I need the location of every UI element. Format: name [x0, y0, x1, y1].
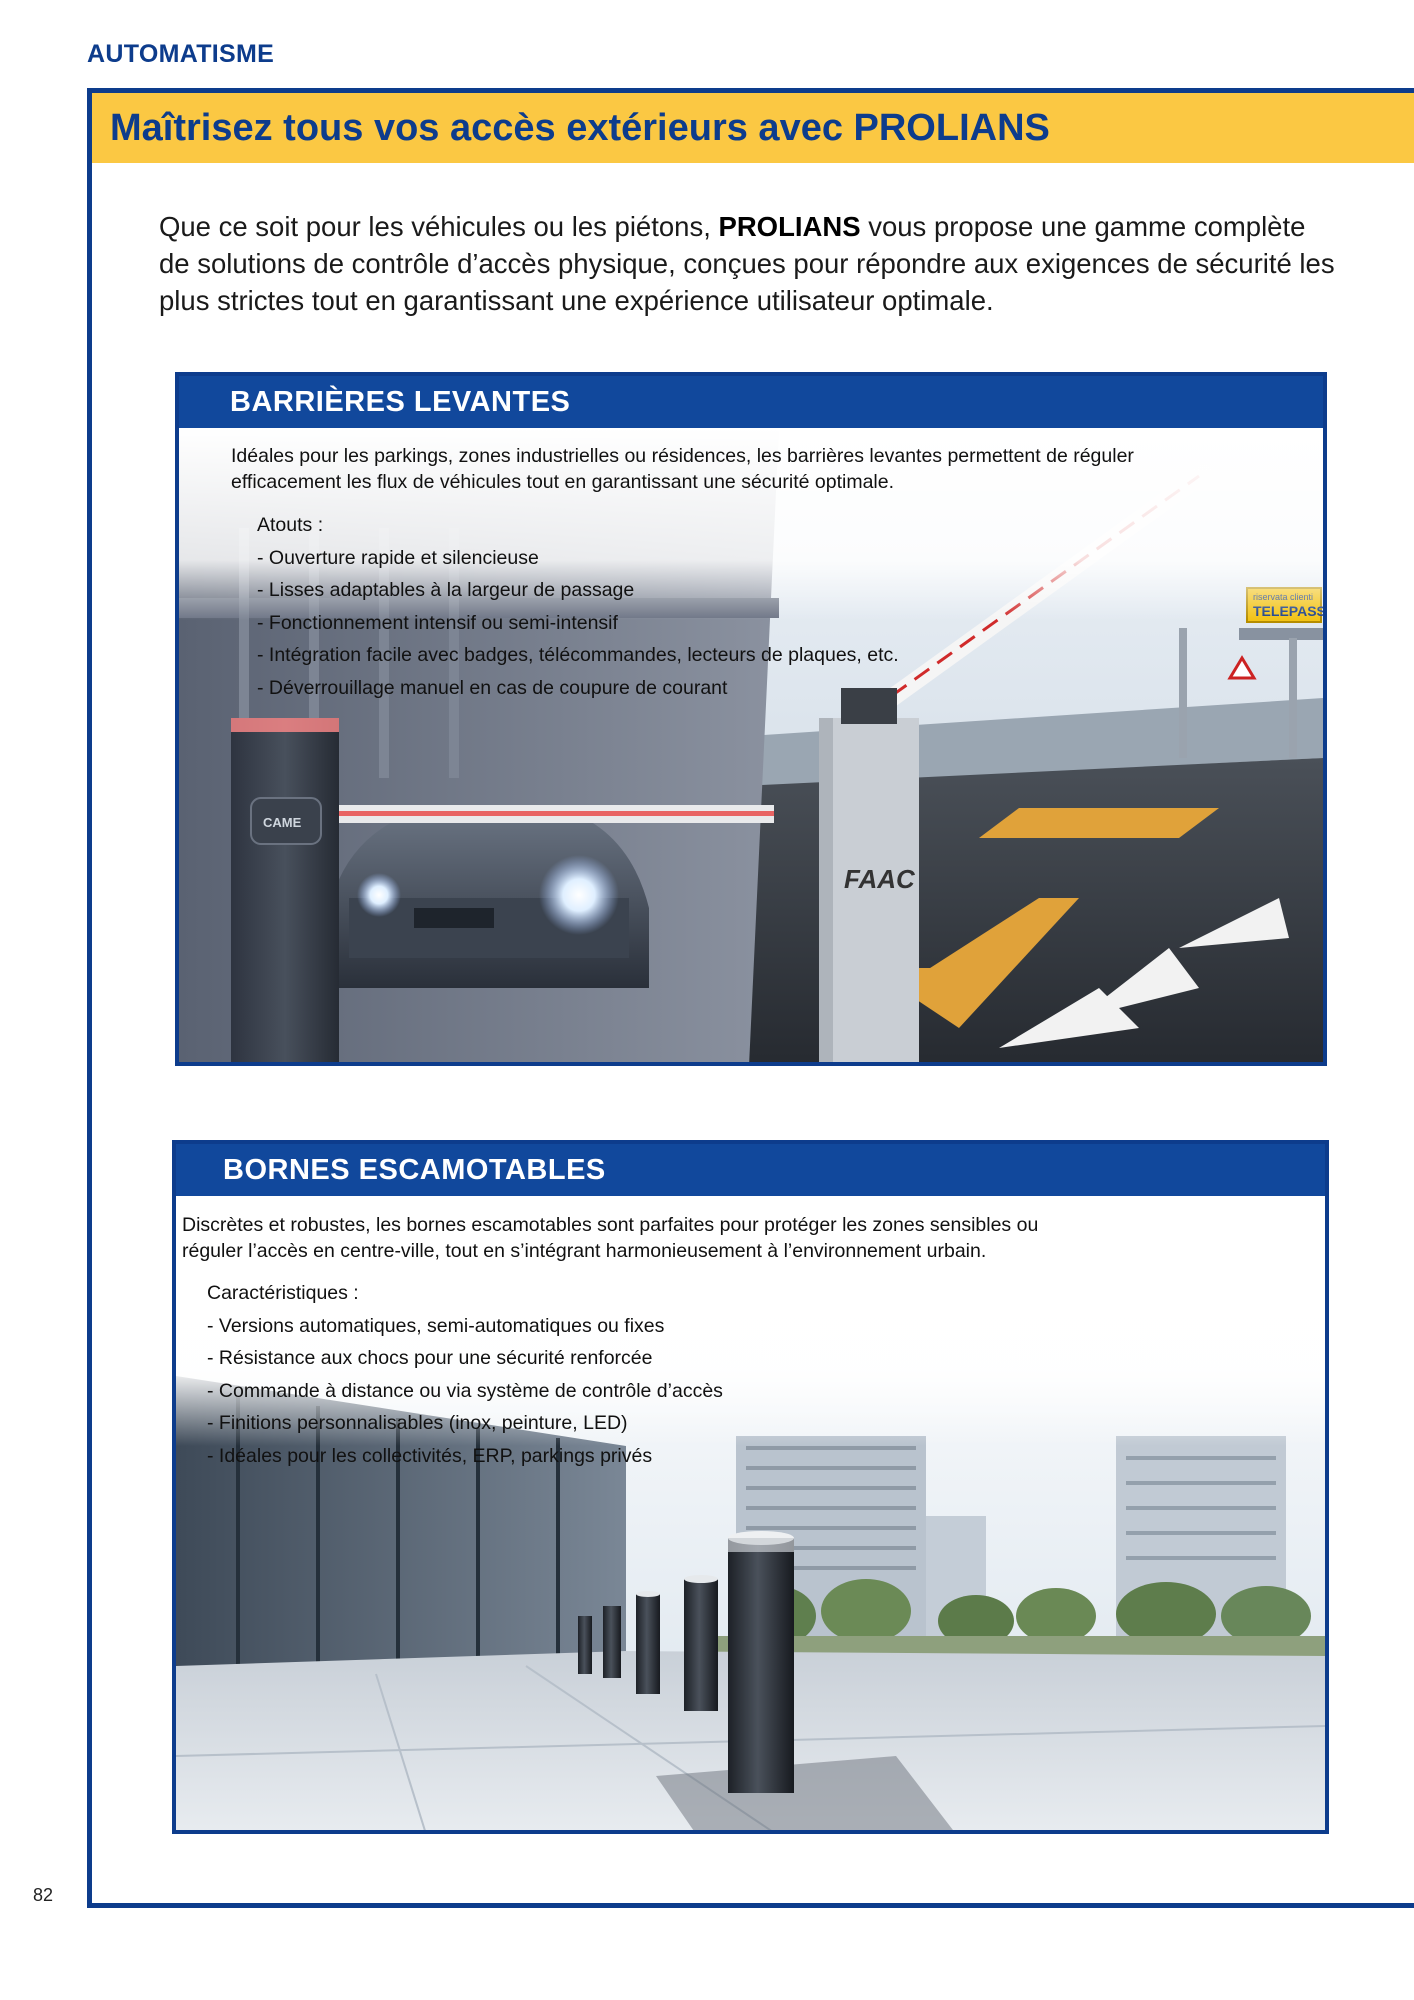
barrieres-title: BARRIÈRES LEVANTES: [230, 386, 571, 418]
list-item: - Finitions personnalisables (inox, peinture, LED): [207, 1412, 628, 1434]
barrieres-header: [179, 376, 1323, 428]
faac-brand-text: FAAC: [844, 864, 915, 894]
intro-brand: PROLIANS: [718, 211, 861, 242]
bornes-header: [176, 1144, 1325, 1196]
bornes-description: Discrètes et robustes, les bornes escamotables sont parfaites pour protéger les zones sensibles ou réguler l’accès en centre-ville, tout en s’intégrant harmonieusement à l’environnement urbain.: [182, 1214, 1039, 1262]
intro-text-start: Que ce soit pour les véhicules ou les piétons,: [159, 211, 719, 242]
barrieres-description: Idéales pour les parkings, zones industrielles ou résidences, les barrières levantes permettent de réguler efficacement les flux de véhicules tout en garantissant une sécurité optimale.: [231, 445, 1134, 493]
barrieres-features: [257, 509, 899, 704]
came-brand-text: CAME: [263, 815, 302, 830]
page-title: Maîtrisez tous vos accès extérieurs avec PROLIANS: [110, 107, 1050, 149]
bornes-features: [207, 1277, 723, 1472]
list-item: - Fonctionnement intensif ou semi-intensif: [257, 611, 618, 634]
list-item: - Versions automatiques, semi-automatiques ou fixes: [207, 1314, 665, 1337]
intro-paragraph: [159, 208, 1339, 319]
bornes-card: [172, 1140, 1329, 1834]
list-item: - Déverrouillage manuel en cas de coupure de courant: [257, 676, 728, 699]
list-item: - Idéales pour les collectivités, ERP, parkings privés: [207, 1444, 653, 1467]
list-item: - Commande à distance ou via système de contrôle d’accès: [207, 1379, 723, 1402]
list-item: - Résistance aux chocs pour une sécurité renforcée: [207, 1347, 653, 1369]
list-item: - Lisses adaptables à la largeur de passage: [257, 579, 635, 601]
title-band: [92, 93, 1414, 163]
section-tag: AUTOMATISME: [87, 40, 275, 68]
list-item: - Ouverture rapide et silencieuse: [257, 546, 539, 569]
barrieres-card: [175, 372, 1327, 1066]
intro-text-end: vous propose une gamme complète de solutions de contrôle d’accès physique, conçues pour répondre aux exigences de sécurité les plus strictes tout en garantissant une expérience utilisateur optimale.: [159, 211, 1335, 316]
bornes-list-title: Caractéristiques :: [207, 1282, 359, 1304]
bornes-title: BORNES ESCAMOTABLES: [223, 1154, 606, 1186]
page-number: 82: [33, 1885, 54, 1905]
barrieres-list-title: Atouts :: [257, 514, 324, 536]
list-item: - Intégration facile avec badges, télécommandes, lecteurs de plaques, etc.: [257, 644, 899, 666]
